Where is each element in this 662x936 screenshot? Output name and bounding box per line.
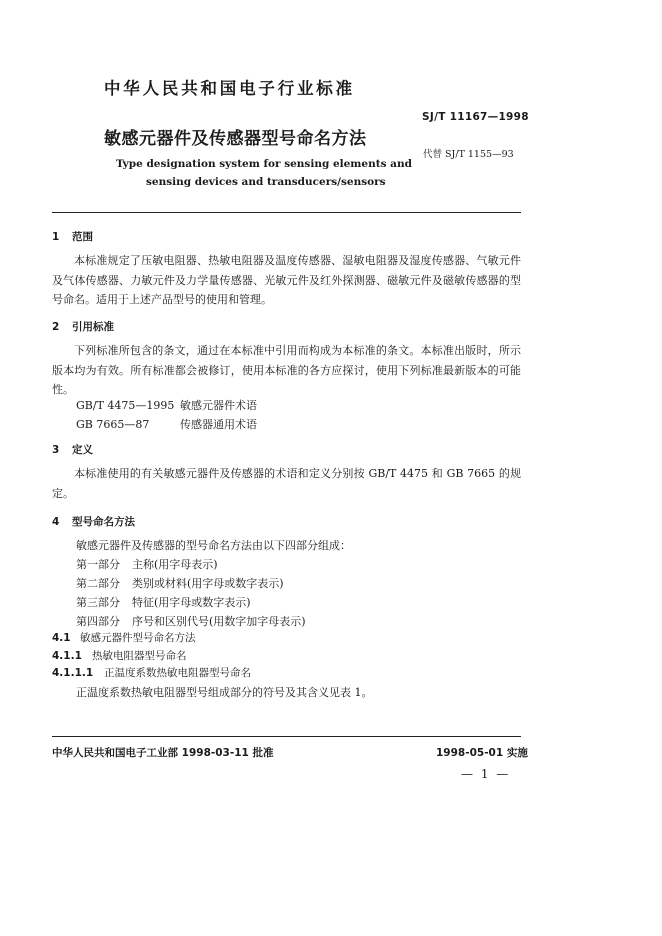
part-desc: 类别或材料(用字母或数字表示) xyxy=(132,577,284,590)
reference-row xyxy=(76,397,257,413)
part-row xyxy=(76,613,306,629)
subsection-number: 4.1.1 xyxy=(52,650,82,662)
section-2-body xyxy=(52,341,521,400)
subsection-number: 4.1 xyxy=(52,632,71,644)
section-1-heading xyxy=(52,229,93,244)
subsection-number: 4.1.1.1 xyxy=(52,667,94,679)
section-1-body xyxy=(52,251,521,310)
section-title: 范围 xyxy=(72,231,93,243)
section-4-intro: 敏感元器件及传感器的型号命名方法由以下四部分组成： xyxy=(76,539,351,552)
footer-divider xyxy=(52,736,521,737)
section-3-heading xyxy=(52,442,93,457)
part-label: 第三部分 xyxy=(76,596,120,609)
english-title-line-1: Type designation system for sensing elements and xyxy=(116,158,412,170)
document-title: 敏感元器件及传感器型号命名方法 xyxy=(104,129,367,149)
part-label: 第一部分 xyxy=(76,558,120,571)
standard-number: SJ/T 11167—1998 xyxy=(422,111,529,123)
paragraph: 本标准规定了压敏电阻器、热敏电阻器及温度传感器、湿敏电阻器及湿度传感器、气敏元件及气体传感器、力敏元件及力学量传感器、光敏元件及红外探测器、磁敏元件及磁敏传感器的型号命名。适用于上述产品型号的使用和管理。 xyxy=(52,254,521,307)
part-row xyxy=(76,594,251,610)
effective-date: 1998-05-01 实施 xyxy=(436,747,528,759)
subsection-4-1-1-1-body: 正温度系数热敏电阻器型号组成部分的符号及其含义见表 1。 xyxy=(76,686,373,699)
reference-name: 传感器通用术语 xyxy=(180,418,257,431)
section-title: 引用标准 xyxy=(72,321,114,333)
subsection-4-1 xyxy=(52,630,196,645)
section-number: 2 xyxy=(52,321,60,333)
subsection-4-1-1 xyxy=(52,648,187,663)
section-2-heading xyxy=(52,319,114,334)
reference-code: GB 7665—87 xyxy=(76,418,150,431)
part-row xyxy=(76,556,218,572)
english-title-line-2: sensing devices and transducers/sensors xyxy=(146,176,386,188)
section-4-heading xyxy=(52,514,135,529)
replaces-standard: 代替 SJ/T 1155—93 xyxy=(423,149,514,160)
paragraph: 本标准使用的有关敏感元器件及传感器的术语和定义分别按 GB/T 4475 和 GB 7665 的规定。 xyxy=(52,467,521,500)
part-row xyxy=(76,575,284,591)
section-3-body xyxy=(52,464,521,503)
section-title: 定义 xyxy=(72,444,93,456)
subsection-title: 敏感元器件型号命名方法 xyxy=(80,632,196,644)
approval-line: 中华人民共和国电子工业部 1998-03-11 批准 xyxy=(52,747,274,759)
section-title: 型号命名方法 xyxy=(72,516,135,528)
part-label: 第二部分 xyxy=(76,577,120,590)
section-number: 3 xyxy=(52,444,60,456)
header-divider xyxy=(52,212,521,213)
subsection-title: 正温度系数热敏电阻器型号命名 xyxy=(104,667,251,679)
reference-row xyxy=(76,416,257,432)
section-number: 1 xyxy=(52,231,60,243)
subsection-4-1-1-1 xyxy=(52,665,251,680)
page-number: — 1 — xyxy=(461,767,511,781)
reference-code: GB/T 4475—1995 xyxy=(76,399,175,412)
part-label: 第四部分 xyxy=(76,615,120,628)
reference-name: 敏感元器件术语 xyxy=(180,399,257,412)
subsection-title: 热敏电阻器型号命名 xyxy=(92,650,187,662)
part-desc: 主称(用字母表示) xyxy=(132,558,218,571)
paragraph: 下列标准所包含的条文，通过在本标准中引用而构成为本标准的条文。本标准出版时，所示版本均为有效。所有标准都会被修订，使用本标准的各方应探讨，使用下列标准最新版本的可能性。 xyxy=(52,344,521,397)
section-number: 4 xyxy=(52,516,60,528)
part-desc: 特征(用字母或数字表示) xyxy=(132,596,251,609)
issuing-authority-title: 中华人民共和国电子行业标准 xyxy=(104,79,355,98)
part-desc: 序号和区别代号(用数字加字母表示) xyxy=(132,615,306,628)
